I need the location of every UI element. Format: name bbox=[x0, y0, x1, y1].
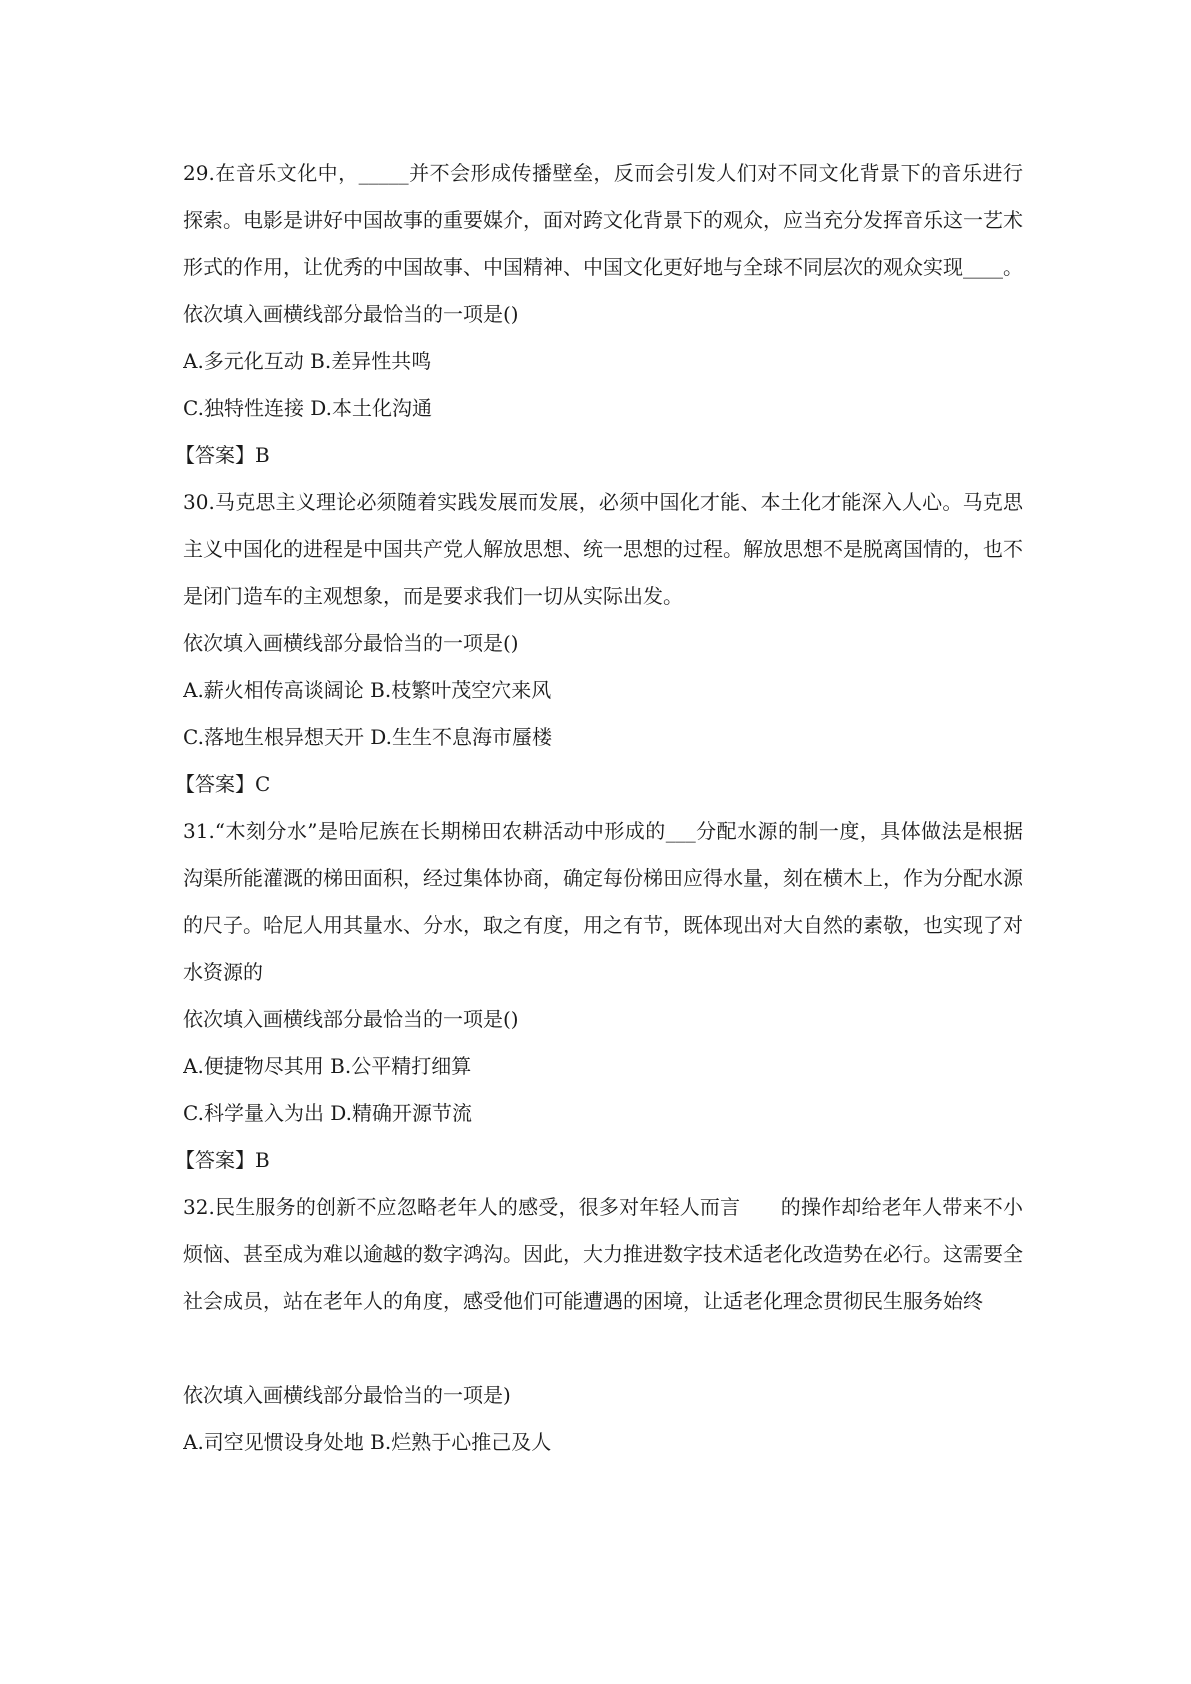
options-c-d: C.落地生根异想天开 D.生生不息海市蜃楼 bbox=[183, 725, 552, 749]
question-29 bbox=[175, 150, 1023, 479]
question-stem: 29.在音乐文化中，_____并不会形成传播壁垒，反而会引发人们对不同文化背景下的音乐进行探索。电影是讲好中国故事的重要媒介，面对跨文化背景下的观众，应当充分发挥音乐这一艺术形式的作用，让优秀的中国故事、中国精神、中国文化更好地与全球不同层次的观众实现____。 bbox=[183, 161, 1023, 279]
question-stem: 31.“木刻分水”是哈尼族在长期梯田农耕活动中形成的___分配水源的制一度，具体做法是根据沟渠所能灌溉的梯田面积，经过集体协商，确定每份梯田应得水量，刻在横木上，作为分配水源的尺子。哈尼人用其量水、分水，取之有度，用之有节，既体现出对大自然的素敬，也实现了对水资源的 bbox=[183, 819, 1023, 984]
question-prompt: 依次填入画横线部分最恰当的一项是) bbox=[183, 1383, 511, 1407]
question-31 bbox=[175, 808, 1023, 1184]
question-stem: 32.民生服务的创新不应忽略老年人的感受，很多对年轻人而言 的操作却给老年人带来不小烦恼、甚至成为难以逾越的数字鸿沟。因此，大力推进数字技术适老化改造势在必行。这需要全社会成员，站在老年人的角度，感受他们可能遭遇的困境，让适老化理念贯彻民生服务始终 bbox=[183, 1195, 1023, 1313]
options-a-b: A.多元化互动 B.差异性共鸣 bbox=[183, 349, 432, 373]
answer-label: 【答案】B bbox=[175, 1148, 270, 1172]
options-c-d: C.科学量入为出 D.精确开源节流 bbox=[183, 1101, 472, 1125]
options-c-d: C.独特性连接 D.本土化沟通 bbox=[183, 396, 432, 420]
answer-label: 【答案】C bbox=[175, 772, 271, 796]
options-a-b: A.司空见惯设身处地 B.烂熟于心推己及人 bbox=[183, 1430, 552, 1454]
question-32 bbox=[183, 1184, 1023, 1466]
answer-label: 【答案】B bbox=[175, 443, 270, 467]
question-prompt: 依次填入画横线部分最恰当的一项是() bbox=[183, 1007, 519, 1031]
question-prompt: 依次填入画横线部分最恰当的一项是() bbox=[183, 631, 519, 655]
document-body bbox=[175, 150, 1023, 1466]
options-a-b: A.便捷物尽其用 B.公平精打细算 bbox=[183, 1054, 472, 1078]
options-a-b: A.薪火相传高谈阔论 B.枝繁叶茂空穴来风 bbox=[183, 678, 552, 702]
question-prompt: 依次填入画横线部分最恰当的一项是() bbox=[183, 302, 519, 326]
question-stem: 30.马克思主义理论必须随着实践发展而发展，必须中国化才能、本土化才能深入人心。马克思主义中国化的进程是中国共产党人解放思想、统一思想的过程。解放思想不是脱离国情的，也不是闭门造车的主观想象，而是要求我们一切从实际出发。 bbox=[183, 490, 1023, 608]
question-30 bbox=[175, 479, 1023, 808]
blank-gap bbox=[183, 1325, 1023, 1372]
